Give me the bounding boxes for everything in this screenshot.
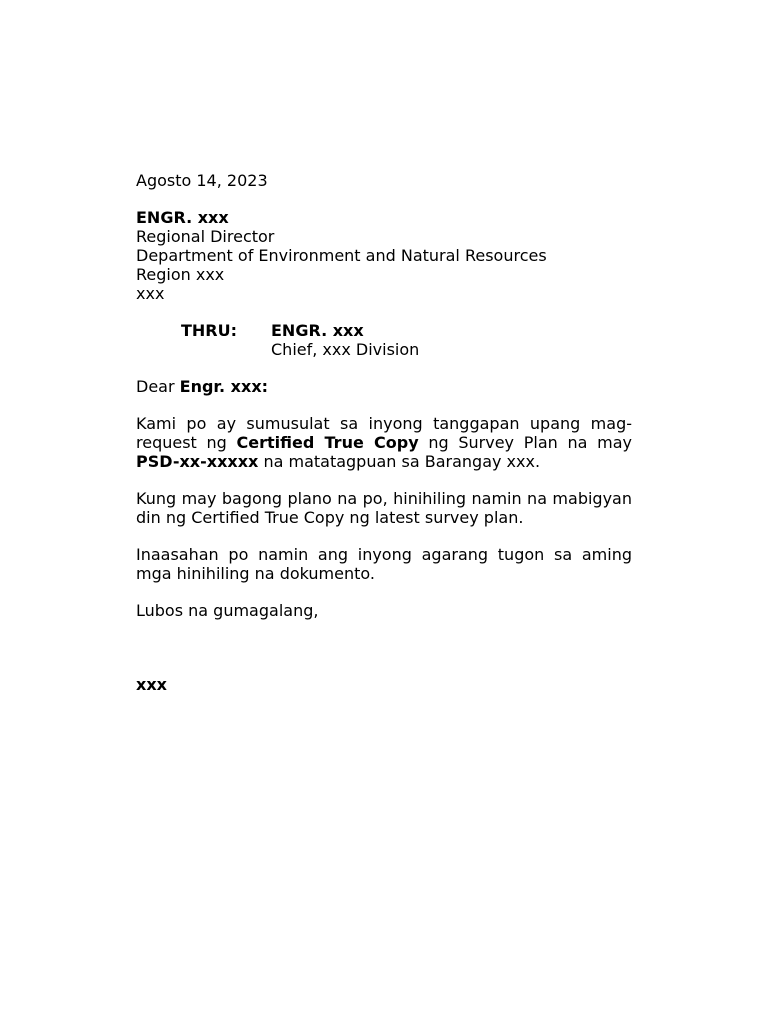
recipient-name: ENGR. xxx [136,208,229,227]
thru-name: ENGR. xxx [271,321,364,340]
signature-name: xxx [136,675,167,694]
paragraph-latest-plan: Kung may bagong plano na po, hinihiling namin na mabigyan din ng Certified True Copy ng latest survey plan. [136,489,632,527]
recipient-address: xxx [136,284,165,303]
thru-label: THRU: [181,321,238,340]
paragraph-request-text-2: ng Survey Plan na may [418,433,633,452]
psd-number: PSD-xx-xxxxx [136,452,259,471]
paragraph-request [136,414,632,471]
letter-body [136,171,632,694]
recipient-title: Regional Director [136,227,275,246]
salutation [136,377,632,396]
paragraph-response: Inaasahan po namin ang inyong agarang tugon sa aming mga hinihiling na dokumento. [136,545,632,583]
thru-block [136,321,632,359]
thru-position: Chief, xxx Division [271,340,420,359]
closing: Lubos na gumagalang, [136,601,319,620]
recipient-office: Department of Environment and Natural Resources [136,246,547,265]
recipient-region: Region xxx [136,265,225,284]
recipient-address-block [136,208,632,303]
document-type: Certified True Copy [236,433,419,452]
salutation-greeting: Dear [136,377,175,396]
paragraph-request-text-3: na matatagpuan sa Barangay xxx. [258,452,541,471]
thru-recipient [271,321,419,359]
salutation-name: Engr. xxx: [179,377,269,396]
paragraph-request-text-1: Kami po ay sumusulat sa inyong tanggapan upang mag-request ng [136,414,632,452]
letter-date: Agosto 14, 2023 [136,171,268,190]
